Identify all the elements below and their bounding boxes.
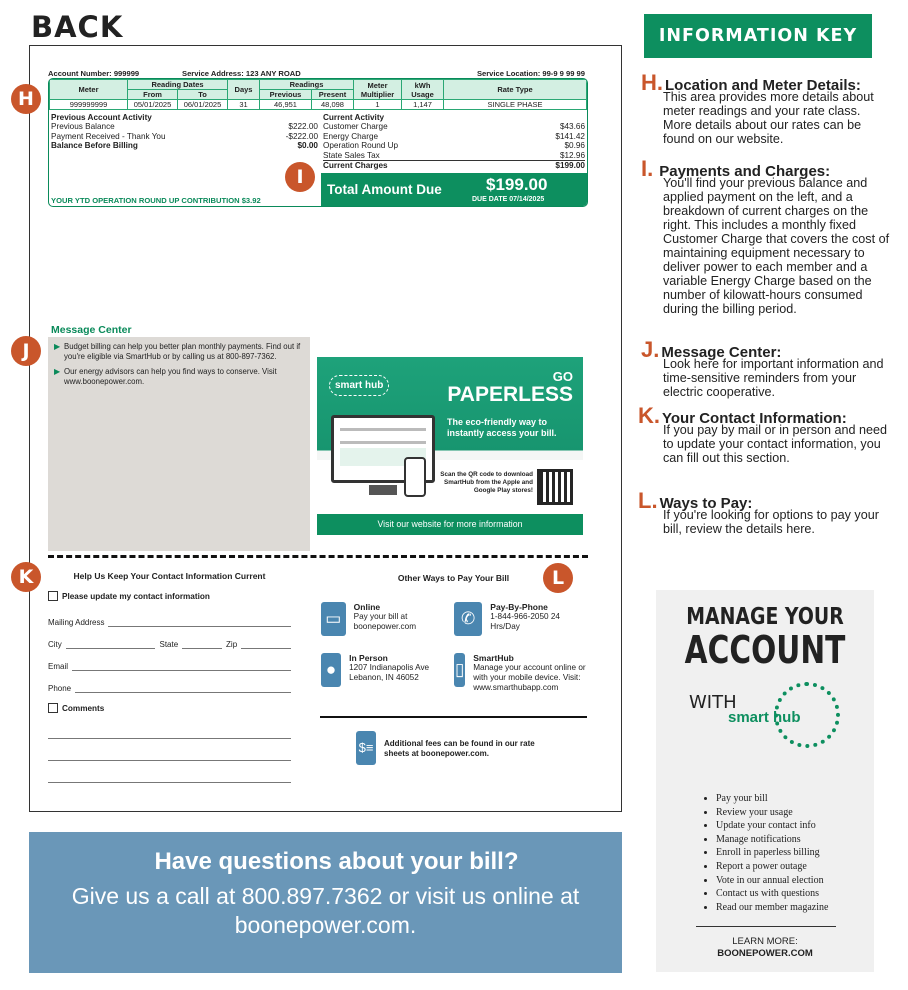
paperless-headline: PAPERLESS <box>447 383 573 406</box>
mobile-icon: ▯ <box>454 653 465 687</box>
info-key-item-k <box>638 403 891 465</box>
qr-code-icon <box>537 469 573 505</box>
list-item: • Pay your bill <box>716 792 828 806</box>
pay-online-title: Online <box>353 602 381 612</box>
document-icon: $≡ <box>356 731 376 765</box>
ytd-contribution: YOUR YTD OPERATION ROUND UP CONTRIBUTION $3.92 <box>51 196 261 205</box>
questions-banner <box>29 832 622 973</box>
th-reading-dates: Reading Dates <box>128 80 228 90</box>
pay-smarthub-title: SmartHub <box>473 653 514 663</box>
key-heading: Ways to Pay: <box>659 495 753 512</box>
comments-label: Comments <box>62 703 105 713</box>
info-key-header: INFORMATION KEY <box>644 14 872 58</box>
item-value: $141.42 <box>555 131 585 141</box>
list-item: • Read our member magazine <box>716 901 828 915</box>
mailing-address-field[interactable] <box>108 617 291 627</box>
pay-online-text: Pay your bill at boonepower.com <box>353 612 417 631</box>
item-value: $0.00 <box>297 141 318 150</box>
item-value: $222.00 <box>288 122 318 131</box>
phone-image <box>404 457 426 497</box>
manage-list <box>700 792 828 914</box>
smarthub-logo: smart hub <box>329 375 389 396</box>
key-letter: L. <box>638 488 658 513</box>
item-value: -$222.00 <box>285 131 318 141</box>
table-row <box>50 100 587 110</box>
current-activity-title: Current Activity <box>323 113 385 122</box>
cell-present: 48,098 <box>312 100 354 110</box>
total-due-label: Total Amount Due <box>327 182 442 197</box>
info-key-item-h <box>641 70 891 146</box>
list-item: • Update your contact info <box>716 819 828 833</box>
badge-j: J <box>11 336 41 366</box>
email-label: Email <box>48 662 69 671</box>
contact-section <box>48 571 291 783</box>
cell-rate-type: SINGLE PHASE <box>444 100 587 110</box>
key-heading: Location and Meter Details: <box>665 77 861 94</box>
item-label: Current Charges <box>323 161 388 170</box>
item-value: $0.96 <box>564 141 585 150</box>
list-item <box>323 141 585 151</box>
list-item <box>51 141 318 151</box>
pay-phone <box>454 602 586 636</box>
monitor-stand <box>369 485 397 495</box>
key-letter: H. <box>641 70 663 95</box>
fees-note <box>356 731 556 765</box>
th-from: From <box>128 90 178 100</box>
message-center <box>48 337 310 551</box>
pay-person-text: 1207 Indianapolis Ave Lebanon, IN 46052 <box>349 663 430 682</box>
arrow-icon: ▶ <box>54 367 60 377</box>
service-location: Service Location: 99-9 9 99 99 <box>476 69 585 78</box>
item-value: $199.00 <box>555 161 585 170</box>
manage-with: WITH <box>689 692 737 713</box>
bill-summary <box>48 78 588 207</box>
computer-icon: ▭ <box>321 602 346 636</box>
page-title: BACK <box>31 10 124 44</box>
key-letter: K. <box>638 403 660 428</box>
current-activity <box>323 113 585 171</box>
list-item <box>323 160 585 171</box>
manage-divider <box>696 926 836 927</box>
message-text: Our energy advisors can help you find ways to conserve. Visit www.boonepower.com. <box>64 367 277 386</box>
cell-meter: 999999999 <box>50 100 128 110</box>
total-due-amount: $199.00 <box>486 175 548 194</box>
key-letter: J. <box>641 337 660 362</box>
key-heading: Your Contact Information: <box>662 410 847 427</box>
ways-title: Other Ways to Pay Your Bill <box>397 573 510 583</box>
dashed-divider <box>48 555 588 558</box>
list-item: • Manage notifications <box>716 833 828 847</box>
item-label: Energy Charge <box>323 131 379 141</box>
qr-text: Scan the QR code to download SmartHub from the Apple and Google Play stores! <box>440 471 533 494</box>
total-due-box <box>321 173 588 207</box>
meter-table <box>49 79 587 110</box>
message-center-title: Message Center <box>51 324 132 336</box>
cell-days: 31 <box>228 100 260 110</box>
cell-kwh: 1,147 <box>402 100 444 110</box>
manage-website[interactable]: BOONEPOWER.COM <box>717 948 813 959</box>
comments-line[interactable] <box>48 761 291 783</box>
key-text: You'll find your previous balance and applied payment on the left, and a breakdown of current charges on the right. This includes a monthly fixed Customer Charge that covers the cost of maintaining equipment necessary to deliver power to each member and a variable Energy Charge based on the number of kilowatt-hours consumed during the billing period. <box>663 176 890 316</box>
th-multiplier: Meter Multiplier <box>354 80 402 100</box>
pay-in-person <box>321 653 451 687</box>
item-label: State Sales Tax <box>323 150 380 160</box>
state-field[interactable] <box>182 639 222 649</box>
update-contact-checkbox[interactable] <box>48 591 58 601</box>
info-key-item-i <box>641 156 891 316</box>
city-field[interactable] <box>66 639 156 649</box>
item-value: $12.96 <box>559 150 585 160</box>
th-previous: Previous <box>260 90 312 100</box>
th-days: Days <box>228 80 260 100</box>
phone-icon: ✆ <box>454 602 482 636</box>
list-item <box>323 151 585 161</box>
key-text: If you're looking for options to pay your bill, review the details here. <box>663 508 879 536</box>
phone-field[interactable] <box>75 683 291 693</box>
list-item <box>323 132 585 142</box>
previous-activity-title: Previous Account Activity <box>51 113 152 122</box>
account-header <box>48 69 585 78</box>
cell-multiplier: 1 <box>354 100 402 110</box>
visit-website-button[interactable]: Visit our website for more information <box>317 514 583 535</box>
comments-line[interactable] <box>48 739 291 761</box>
list-item <box>51 122 318 132</box>
th-to: To <box>178 90 228 100</box>
questions-line1: Have questions about your bill? <box>154 848 519 875</box>
key-heading: Message Center: <box>661 344 782 361</box>
cell-from: 05/01/2025 <box>128 100 178 110</box>
service-address: Service Address: 123 ANY ROAD <box>182 69 301 78</box>
pay-smarthub-text: Manage your account online or with your mobile device. Visit: www.smarthubapp.com <box>473 663 586 692</box>
list-item <box>323 122 585 132</box>
item-label: Payment Received - Thank You <box>51 131 166 141</box>
item-label: Balance Before Billing <box>51 141 138 150</box>
key-heading: Payments and Charges: <box>659 163 831 180</box>
comments-checkbox[interactable] <box>48 703 58 713</box>
list-item <box>51 132 318 142</box>
badge-l: L <box>543 563 573 593</box>
badge-k: K <box>11 562 41 592</box>
questions-line2: Give us a call at 800.897.7362 or visit us online at boonepower.com. <box>71 883 580 938</box>
paperless-tagline: The eco-friendly way to instantly access your bill. <box>447 417 557 438</box>
item-label: Operation Round Up <box>323 141 399 150</box>
manage-line2: ACCOUNT <box>684 628 846 672</box>
due-date: DUE DATE 07/14/2025 <box>472 196 545 203</box>
list-item: • Report a power outage <box>716 860 828 874</box>
zip-label: Zip <box>226 640 238 649</box>
learn-more: LEARN MORE: <box>732 936 798 947</box>
item-value: $43.66 <box>559 122 585 131</box>
message-text: Budget billing can help you better plan monthly payments. Find out if you're eligible via SmartHub or by calling us at 800-897-7362. <box>64 342 301 361</box>
zip-field[interactable] <box>241 639 291 649</box>
contact-title: Help Us Keep Your Contact Information Current <box>73 571 266 581</box>
phone-label: Phone <box>48 684 72 693</box>
list-item: • Enroll in paperless billing <box>716 846 828 860</box>
email-field[interactable] <box>72 661 291 671</box>
key-text: If you pay by mail or in person and need to update your contact information, you can fill out this section. <box>663 423 888 465</box>
state-label: State <box>159 640 179 649</box>
person-icon: ● <box>321 653 341 687</box>
th-readings: Readings <box>260 80 354 90</box>
badge-i: I <box>285 162 315 192</box>
th-present: Present <box>312 90 354 100</box>
mailing-label: Mailing Address <box>48 618 105 627</box>
cell-to: 06/01/2025 <box>178 100 228 110</box>
key-letter: I. <box>641 156 654 181</box>
arrow-icon: ▶ <box>54 342 60 351</box>
smarthub-logo-text: smart hub <box>728 709 801 726</box>
info-key-item-j <box>641 337 891 399</box>
go-text: GO <box>552 369 573 384</box>
badge-h: H <box>11 84 41 114</box>
manage-line1: MANAGE YOUR <box>686 604 844 630</box>
ways-divider <box>320 716 587 718</box>
pay-phone-title: Pay-By-Phone <box>490 602 548 612</box>
list-item <box>54 342 304 361</box>
list-item: • Vote in our annual election <box>716 874 828 888</box>
th-rate-type: Rate Type <box>444 80 587 100</box>
comments-line[interactable] <box>48 713 291 739</box>
pay-smarthub <box>454 653 589 693</box>
previous-activity <box>51 113 318 151</box>
th-kwh: kWh Usage <box>402 80 444 100</box>
list-item: • Review your usage <box>716 806 828 820</box>
update-contact-label: Please update my contact information <box>62 591 210 601</box>
key-text: Look here for important information and time-sensitive reminders from your electric cooperative. <box>663 357 884 399</box>
fees-text: Additional fees can be found in our rate sheets at boonepower.com. <box>384 739 535 758</box>
account-number: Account Number: 999999 <box>48 69 140 78</box>
info-key-item-l <box>638 488 891 536</box>
paperless-ad <box>317 357 583 513</box>
list-item: • Contact us with questions <box>716 887 828 901</box>
manage-account-card <box>656 590 874 972</box>
cell-previous: 46,951 <box>260 100 312 110</box>
list-item <box>54 367 304 386</box>
city-label: City <box>48 640 62 649</box>
pay-person-title: In Person <box>349 653 388 663</box>
item-label: Customer Charge <box>323 122 388 131</box>
key-text: This area provides more details about meter readings and your rate class. More details about our rates can be found on our website. <box>663 90 874 146</box>
pay-online <box>321 602 451 636</box>
pay-phone-text: 1-844-966-2050 24 Hrs/Day <box>490 612 560 631</box>
th-meter: Meter <box>50 80 128 100</box>
item-label: Previous Balance <box>51 122 115 131</box>
